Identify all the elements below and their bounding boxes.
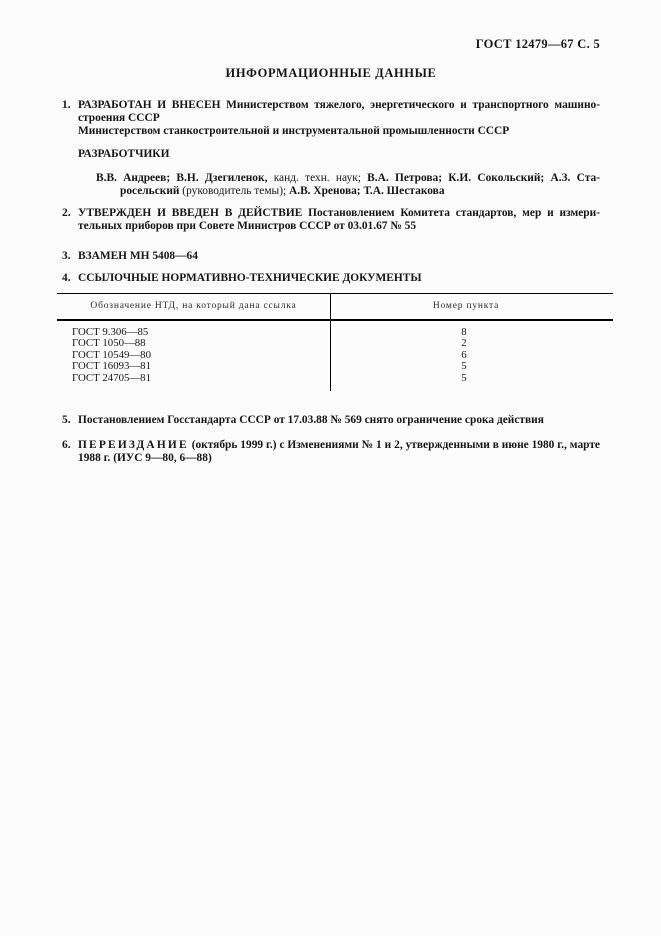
page-title: ИНФОРМАЦИОННЫЕ ДАННЫЕ [225, 66, 437, 80]
item-5-number: 5. [62, 414, 71, 427]
table-cell-punkt: 5 [461, 360, 467, 373]
item-1-number: 1. [62, 99, 71, 111]
table-header-ntd: Обозначение НТД, на который дана ссылка [90, 300, 297, 311]
table-cell-ntd: ГОСТ 16093—81 [72, 360, 151, 373]
table-cell-punkt: 2 [461, 337, 467, 350]
developers-run-role: (руководитель темы); [182, 184, 289, 197]
item-3 [62, 250, 600, 263]
item-2 [62, 207, 600, 233]
table-cell-ntd: ГОСТ 24705—81 [72, 371, 151, 384]
item-1-line-2: строения СССР [78, 111, 160, 124]
item-3-text: ВЗАМЕН МН 5408—64 [78, 250, 198, 263]
item-6-keyword: ПЕРЕИЗДАНИЕ [78, 439, 189, 452]
table-cell-ntd: ГОСТ 1050—88 [72, 337, 146, 350]
item-4-number: 4. [62, 272, 71, 285]
developers-run: В.В. Андреев; В.Н. Дзегиленок, [96, 172, 268, 185]
developers-names [62, 172, 600, 198]
item-1-line-1 [62, 99, 600, 112]
item-6-text: (октябрь 1999 г.) с Изменениями № 1 и 2, утвержденными в июне 1980 г., марте [188, 439, 600, 452]
item-2-line-1 [62, 207, 600, 220]
developers-run: А.В. Хренова; Т.А. Шестакова [289, 184, 445, 197]
item-6 [62, 439, 600, 465]
item-1-text: РАЗРАБОТАН И ВНЕСЕН Министерством тяжелого, энергетического и транспортного машино- [78, 99, 600, 111]
table-column-punkt [331, 321, 613, 392]
item-3-number: 3. [62, 250, 71, 263]
item-2-text: УТВЕРЖДЕН И ВВЕДЕН В ДЕЙСТВИЕ Постановлением Комитета стандартов, мер и измери- [78, 206, 600, 219]
table-cell-ntd: ГОСТ 9.306—85 [72, 325, 149, 338]
developers-run: росельский [120, 184, 183, 197]
reference-table [57, 293, 613, 392]
table-body [57, 321, 613, 392]
table-column-ntd [57, 321, 331, 392]
table-header-ntd-cell [57, 294, 331, 319]
developers-heading: РАЗРАБОТЧИКИ [78, 148, 170, 161]
table-cell-punkt: 6 [461, 348, 467, 361]
item-6-line-2: 1988 г. (ИУС 9—80, 6—88) [78, 452, 212, 465]
table-cell-punkt: 8 [461, 325, 467, 338]
item-1-line-3: Министерством станкостроительной и инструментальной промышленности СССР [78, 124, 510, 137]
item-1 [62, 99, 600, 137]
table-header-punkt: Номер пункта [432, 300, 500, 311]
item-5-text: Постановлением Госстандарта СССР от 17.03.88 № 569 снято ограничение срока действия [78, 414, 544, 427]
item-4 [62, 272, 600, 285]
item-6-number: 6. [62, 439, 71, 452]
developers-run: В.А. Петрова; К.И. Сокольский; А.З. Ста- [367, 172, 600, 185]
table-header-row [57, 294, 613, 321]
developers-line-2 [96, 185, 600, 198]
item-4-text: ССЫЛОЧНЫЕ НОРМАТИВНО-ТЕХНИЧЕСКИЕ ДОКУМЕНТЫ [78, 272, 422, 285]
table-cell-punkt: 5 [461, 371, 467, 384]
item-2-line-2: тельных приборов при Совете Министров СССР от 03.01.67 № 55 [78, 219, 417, 232]
developers-run-degree: канд. техн. наук; [267, 172, 368, 185]
table-header-punkt-cell [331, 294, 613, 319]
doc-ref: ГОСТ 12479—67 С. 5 [475, 37, 600, 51]
item-5 [62, 414, 600, 427]
item-6-line-1 [62, 439, 600, 452]
table-cell-ntd: ГОСТ 10549—80 [72, 348, 151, 361]
item-2-number: 2. [62, 206, 71, 219]
developers-line-1 [96, 172, 600, 185]
